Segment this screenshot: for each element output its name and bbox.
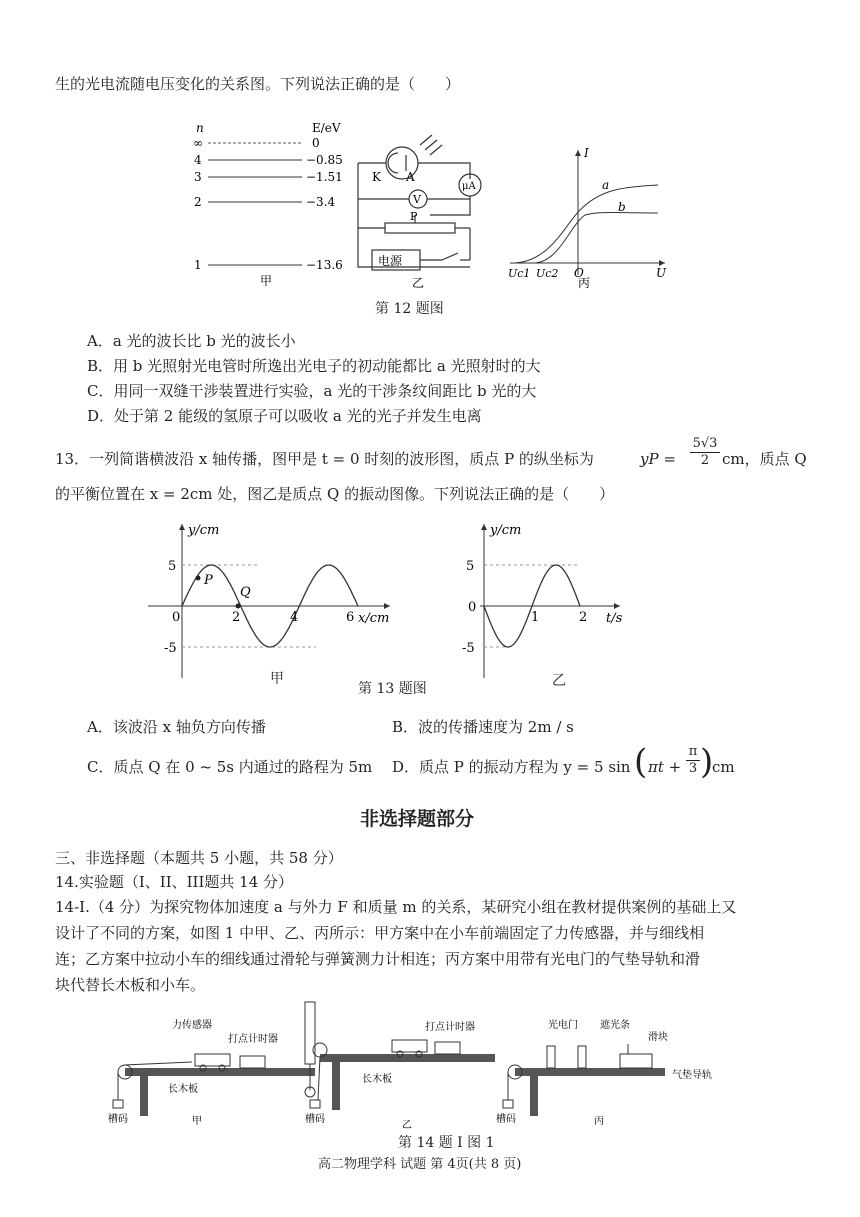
q13-caption: 第 13 题图: [358, 681, 427, 697]
section-title: 非选择题部分: [360, 808, 475, 830]
jia-xtick-4: 4: [290, 610, 299, 625]
jia-xtick-6: 6: [346, 610, 355, 625]
point-P-label: P: [204, 573, 213, 588]
bing-weight-label: 槽码: [496, 1114, 516, 1125]
vibration-graph-yi: [440, 518, 640, 688]
label-bing: 丙: [578, 276, 591, 290]
setup-bing: [503, 1044, 665, 1116]
q12-figure: [180, 115, 680, 295]
jia-xlabel: x/cm: [358, 611, 390, 626]
q13-option-a: A．该波沿 x 轴负方向传播: [87, 718, 266, 736]
q14-heading: 14.实验题（I、II、III题共 14 分）: [55, 873, 294, 891]
yi-xtick-2: 2: [579, 610, 588, 625]
yi-label: 乙: [402, 1120, 412, 1130]
q12-option-a: A．a 光的波长比 b 光的波长小: [87, 332, 296, 350]
label-yi: 乙: [412, 276, 425, 290]
yi-ytick-0: 0: [468, 600, 477, 615]
q12-caption: 第 12 题图: [375, 301, 444, 317]
q13-stem-line1: 13．一列简谐横波沿 x 轴传播，图甲是 t = 0 时刻的波形图，质点 P 的纵坐标为: [55, 450, 594, 468]
yi-ylabel: y/cm: [490, 523, 522, 538]
q12-option-c: C．用同一双缝干涉装置进行实验，a 光的干涉条纹间距比 b 光的大: [87, 382, 537, 400]
jia-label: 甲: [270, 671, 284, 687]
q14-figure: [100, 1000, 750, 1130]
jia-timer-label: 打点计时器: [228, 1034, 278, 1045]
page-footer: 高二物理学科 试题 第 4页(共 8 页): [318, 1157, 522, 1172]
yi-weight-label: 槽码: [305, 1114, 325, 1125]
label-P: P: [410, 210, 418, 223]
q14-line-1: 14-I.（4 分）为探究物体加速度 a 与外力 F 和质量 m 的关系，某研究小组在教材提供案例的基础上又: [55, 898, 737, 916]
yi-label: 乙: [552, 673, 566, 689]
voltmeter-label: V: [413, 193, 421, 206]
label-K: K: [372, 170, 381, 184]
q14-line-2: 设计了不同的方案，如图 1 中甲、乙、丙所示：甲方案中在小车前端固定了力传感器，并与细线相: [55, 924, 705, 942]
jia-ytick-5: 5: [168, 559, 177, 574]
jia-board-label: 长木板: [168, 1084, 198, 1095]
level-e-1: −13.6: [306, 258, 343, 272]
fraction-denominator: 2: [700, 453, 710, 468]
curve-a-label: a: [602, 178, 610, 192]
origin-O: O: [574, 266, 584, 280]
jia-sensor-label: 力传感器: [172, 1020, 212, 1031]
level-n-4: 4: [194, 153, 202, 167]
jia-ytick-neg5: -5: [164, 641, 177, 656]
q13-option-b: B．波的传播速度为 2m / s: [392, 718, 574, 736]
paren-left: (: [634, 742, 648, 782]
yi-ytick-neg5: -5: [462, 641, 475, 656]
microammeter-label: μA: [462, 181, 476, 192]
power-source-label: 电源: [378, 254, 403, 268]
level-e-3: −1.51: [306, 170, 343, 184]
level-n-inf: ∞: [193, 136, 203, 150]
level-n-1: 1: [194, 258, 202, 272]
level-e-2: −3.4: [306, 195, 336, 209]
part3-heading: 三、非选择题（本题共 5 小题，共 58 分）: [55, 849, 343, 867]
q14-line-3: 连；乙方案中拉动小车的细线通过滑轮与弹簧测力计相连；丙方案中用带有光电门的气垫导轨和滑: [55, 950, 701, 968]
point-Q-label: Q: [240, 585, 251, 600]
bing-slider-label: 滑块: [648, 1032, 668, 1043]
bing-track-label: 气垫导轨: [672, 1070, 712, 1081]
q13-fraction: [690, 436, 720, 469]
paren-right: ): [700, 742, 714, 782]
q12-option-d: D．处于第 2 能级的氢原子可以吸收 a 光的光子并发生电离: [87, 407, 482, 425]
n-header: n: [196, 121, 204, 135]
q13-option-c: C．质点 Q 在 0 ~ 5s 内通过的路程为 5m: [87, 758, 373, 776]
wave-graph-jia: [140, 518, 400, 688]
jia-weight-label: 槽码: [108, 1114, 128, 1125]
jia-xtick-0: 0: [172, 610, 181, 625]
yi-timer-label: 打点计时器: [425, 1022, 475, 1033]
level-n-3: 3: [194, 170, 202, 184]
uc1-label: Uc1: [508, 267, 531, 280]
q13-option-d: D．质点 P 的振动方程为 y = 5 sin: [392, 758, 631, 776]
yi-xtick-1: 1: [531, 610, 540, 625]
setup-jia: [113, 1054, 315, 1116]
setup-yi: [305, 1002, 495, 1110]
iv-curve-graph: [508, 146, 667, 290]
uc2-label: Uc2: [536, 267, 559, 280]
q13-option-d-unit: cm: [712, 758, 735, 776]
axis-I: I: [584, 146, 589, 160]
bing-gate-label: 光电门: [548, 1020, 578, 1031]
pi-over-3: [686, 744, 700, 777]
bing-label: 丙: [594, 1116, 604, 1127]
q13-stem-line2: 的平衡位置在 x = 2cm 处，图乙是质点 Q 的振动图像。下列说法正确的是（ ）: [55, 485, 615, 503]
axis-U: U: [656, 266, 667, 280]
level-n-2: 2: [194, 195, 202, 209]
yi-xlabel: t/s: [606, 611, 623, 626]
energy-level-diagram: [193, 121, 343, 288]
curve-b-label: b: [618, 200, 626, 214]
level-e-inf: 0: [312, 136, 320, 150]
label-jia: 甲: [260, 274, 273, 288]
q14-caption: 第 14 题 I 图 1: [398, 1135, 495, 1151]
yi-board-label: 长木板: [362, 1074, 392, 1085]
label-A: A: [406, 170, 415, 184]
fraction-numerator: 5√3: [690, 436, 720, 453]
jia-xtick-2: 2: [232, 610, 241, 625]
q14-line-4: 块代替长木板和小车。: [55, 976, 206, 994]
pi-numerator: π: [686, 744, 700, 761]
q12-lead: 生的光电流随电压变化的关系图。下列说法正确的是（ ）: [55, 75, 461, 93]
q13-option-d-arg: πt +: [648, 758, 682, 776]
pi-denominator: 3: [688, 761, 698, 776]
q13-yp: yP =: [640, 450, 676, 468]
q13-unit: cm，质点 Q: [722, 450, 807, 468]
jia-ylabel: y/cm: [188, 523, 220, 538]
e-header: E/eV: [312, 121, 341, 135]
q12-option-b: B．用 b 光照射光电管时所逸出光电子的初动能都比 a 光照射时的大: [87, 357, 541, 375]
bing-strip-label: 遮光条: [600, 1020, 630, 1031]
yi-ytick-5: 5: [466, 559, 475, 574]
level-e-4: −0.85: [306, 153, 343, 167]
jia-label: 甲: [192, 1116, 202, 1127]
